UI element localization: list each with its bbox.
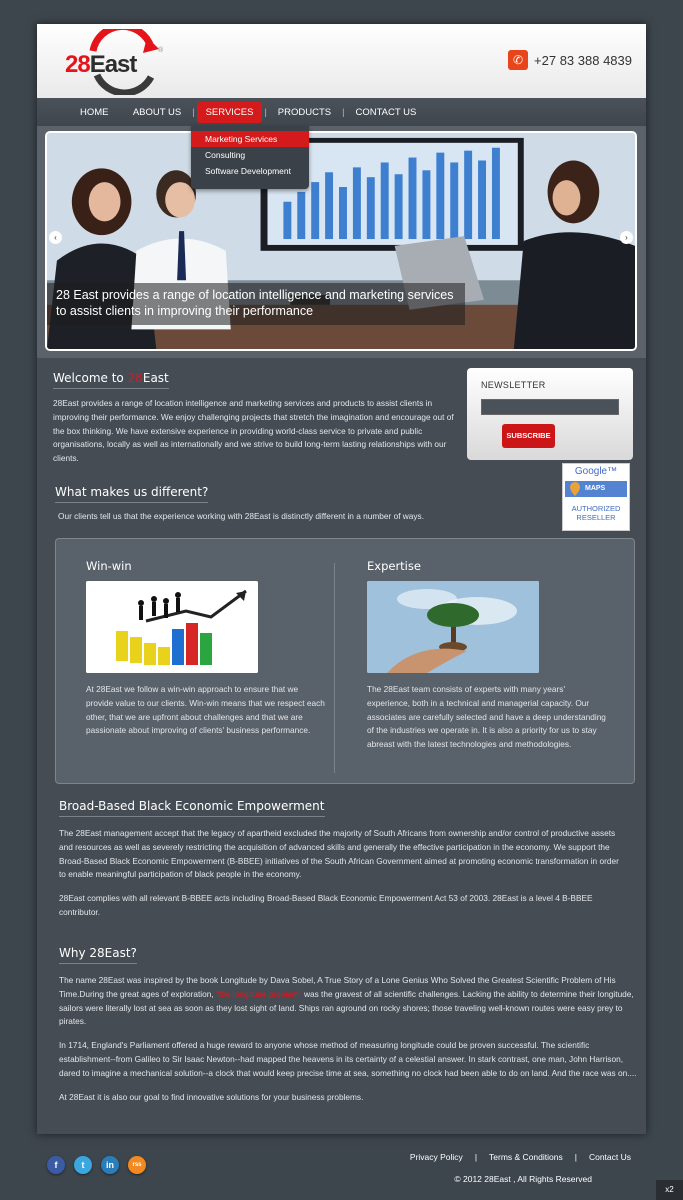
feature-expertise [367,559,607,752]
nav-separator: | [342,107,345,117]
feature-body: At 28East we follow a win-win approach to ensure that we provide value to our clients. Win-win means that we respect each other, that we are upfront about challenges and that we are passionate about improving of clients' business performance. [86,684,325,736]
zoom-level-badge: x2 [656,1180,683,1200]
newsletter-email-input[interactable] [481,399,619,415]
nav-separator: | [264,107,267,117]
feature-title: Expertise [367,559,421,573]
subscribe-button[interactable]: SUBSCRIBE [502,424,555,448]
why-paragraph: At 28East it is also our goal to find innovative solutions for your business problems. [59,1091,364,1102]
registered-mark: ® [158,47,164,54]
maps-label: MAPS [585,485,606,492]
footer-links [410,1152,631,1162]
bbbee-heading: Broad-Based Black Economic Empowerment [59,799,325,817]
win-win-image [86,581,258,673]
terms-link[interactable]: Terms & Conditions [489,1152,563,1162]
welcome-section [53,369,457,466]
why-section [59,944,639,1104]
logo-wordmark: 28East [65,51,137,78]
privacy-policy-link[interactable]: Privacy Policy [409,1152,463,1162]
social-links [47,1156,146,1174]
logo[interactable] [63,29,173,95]
nav-services[interactable]: SERVICES [197,102,263,123]
newsletter-title: NEWSLETTER [481,380,546,390]
bbbee-paragraph: 28East complies with all relevant B-BBEE acts including Broad-Based Black Economic Empowerment Act 53 of 2003. 28East is a level 4 B-BBEE contributor. [59,893,593,917]
welcome-heading: Welcome to 28East [53,371,169,389]
google-wordmark: Google™ [574,466,618,477]
difference-heading: What makes us different? [55,485,208,503]
services-dropdown [191,126,309,189]
header [37,24,646,98]
dropdown-consulting[interactable]: Consulting [205,150,246,160]
feature-title: Win-win [86,559,132,573]
nav-separator: | [192,107,195,117]
authorized-reseller-label: AUTHORIZED RESELLER [571,504,621,522]
facebook-icon[interactable]: f [47,1156,65,1174]
dropdown-marketing-services[interactable]: Marketing Services [191,131,309,147]
features-panel [55,538,635,784]
slide-caption: 28 East provides a range of location intelligence and marketing services to assist clients in improving their performance [47,283,465,325]
slider-next-arrow-icon[interactable]: › [620,231,633,244]
phone-contact [508,50,632,70]
difference-intro: Our clients tell us that the experience working with 28East is distinctly different in a number of ways. [58,511,425,521]
bbbee-section [59,797,625,920]
phone-number[interactable]: +27 83 388 4839 [534,52,632,68]
phone-icon: ✆ [508,50,528,70]
main-nav [37,98,646,126]
expertise-image [367,581,539,673]
page-container [37,24,646,1134]
feature-body: The 28East team consists of experts with many years' experience, both in a technical and managerial capacity. Our associates are carefully selected and have a deep understanding of the industries we operate in. It is also a priority for us to stay abreast with the latest technologies and methodologies. [367,684,606,750]
hero-slider-frame [37,126,646,358]
why-paragraph: In 1714, England's Parliament offered a huge reward to anyone whose method of measuring longitude could be proven successful. The scientific establishment--from Galileo to Sir Isaac Newton--had mapped the heavens in its certainty of a celestial answer. In stark contrast, one man, John Harrison, dared to imagine a mechanical solution--a clock that would keep precise time at sea, something no clock had been able to do on land. And the race was on.... [59,1040,637,1078]
feature-win-win [86,559,326,738]
feature-divider [334,563,335,773]
dropdown-software-development[interactable]: Software Development [205,166,291,176]
difference-section [55,483,615,521]
footer-separator: | [474,1152,478,1162]
hero-slider [45,131,637,351]
slider-prev-arrow-icon[interactable]: ‹ [49,231,62,244]
bbbee-paragraph: The 28East management accept that the legacy of apartheid excluded the majority of South Africans from ownership and/or control of productive assets and resources as well as severely restricting the acquisition of advanced skills and generally the effective participation in the economy. We support the Broad-Based Black Economic Empowerment (B-BBEE) initiatives of the South African Government aimed at promoting economic transformation in order to enable meaningful participation of black people in the economy. [59,828,619,880]
why-heading: Why 28East? [59,946,137,964]
nav-products[interactable]: PRODUCTS [277,106,332,118]
copyright: © 2012 28East , All Rights Reserved [454,1174,592,1184]
nav-contact-us[interactable]: CONTACT US [355,106,417,118]
welcome-text: 28East provides a range of location intelligence and marketing services and products to assist clients in improving their performance. We enjoy challenging projects that stretch the imagination and encourage out of the box thinking. We have extensive experience in providing world-class service to private and public organisations, locally as well as internationally and we strive to build long-term lasting relationships with our clients. [53,398,454,464]
newsletter-box [467,368,633,460]
nav-about-us[interactable]: ABOUT US [132,106,182,118]
why-paragraph: The name 28East was inspired by the book Longitude by Dava Sobel, A True Story of a Lone Genius Who Solved the Greatest Scientific Problem of His Time.During the great ages of exploration, "the longitude problem" was the gravest of all scientific challenges. Lacking the ability to determine their longitude, sailors were literally lost at sea as soon as they lost sight of land. Ships ran aground on rocky shores; those traveling well-known routes were easy prey to pirates. [59,975,634,1027]
nav-home[interactable]: HOME [80,106,109,118]
linkedin-icon[interactable]: in [101,1156,119,1174]
footer-contact-link[interactable]: Contact Us [588,1152,631,1162]
footer-separator: | [574,1152,577,1162]
twitter-icon[interactable]: t [74,1156,92,1174]
rss-icon[interactable]: rss [128,1156,146,1174]
